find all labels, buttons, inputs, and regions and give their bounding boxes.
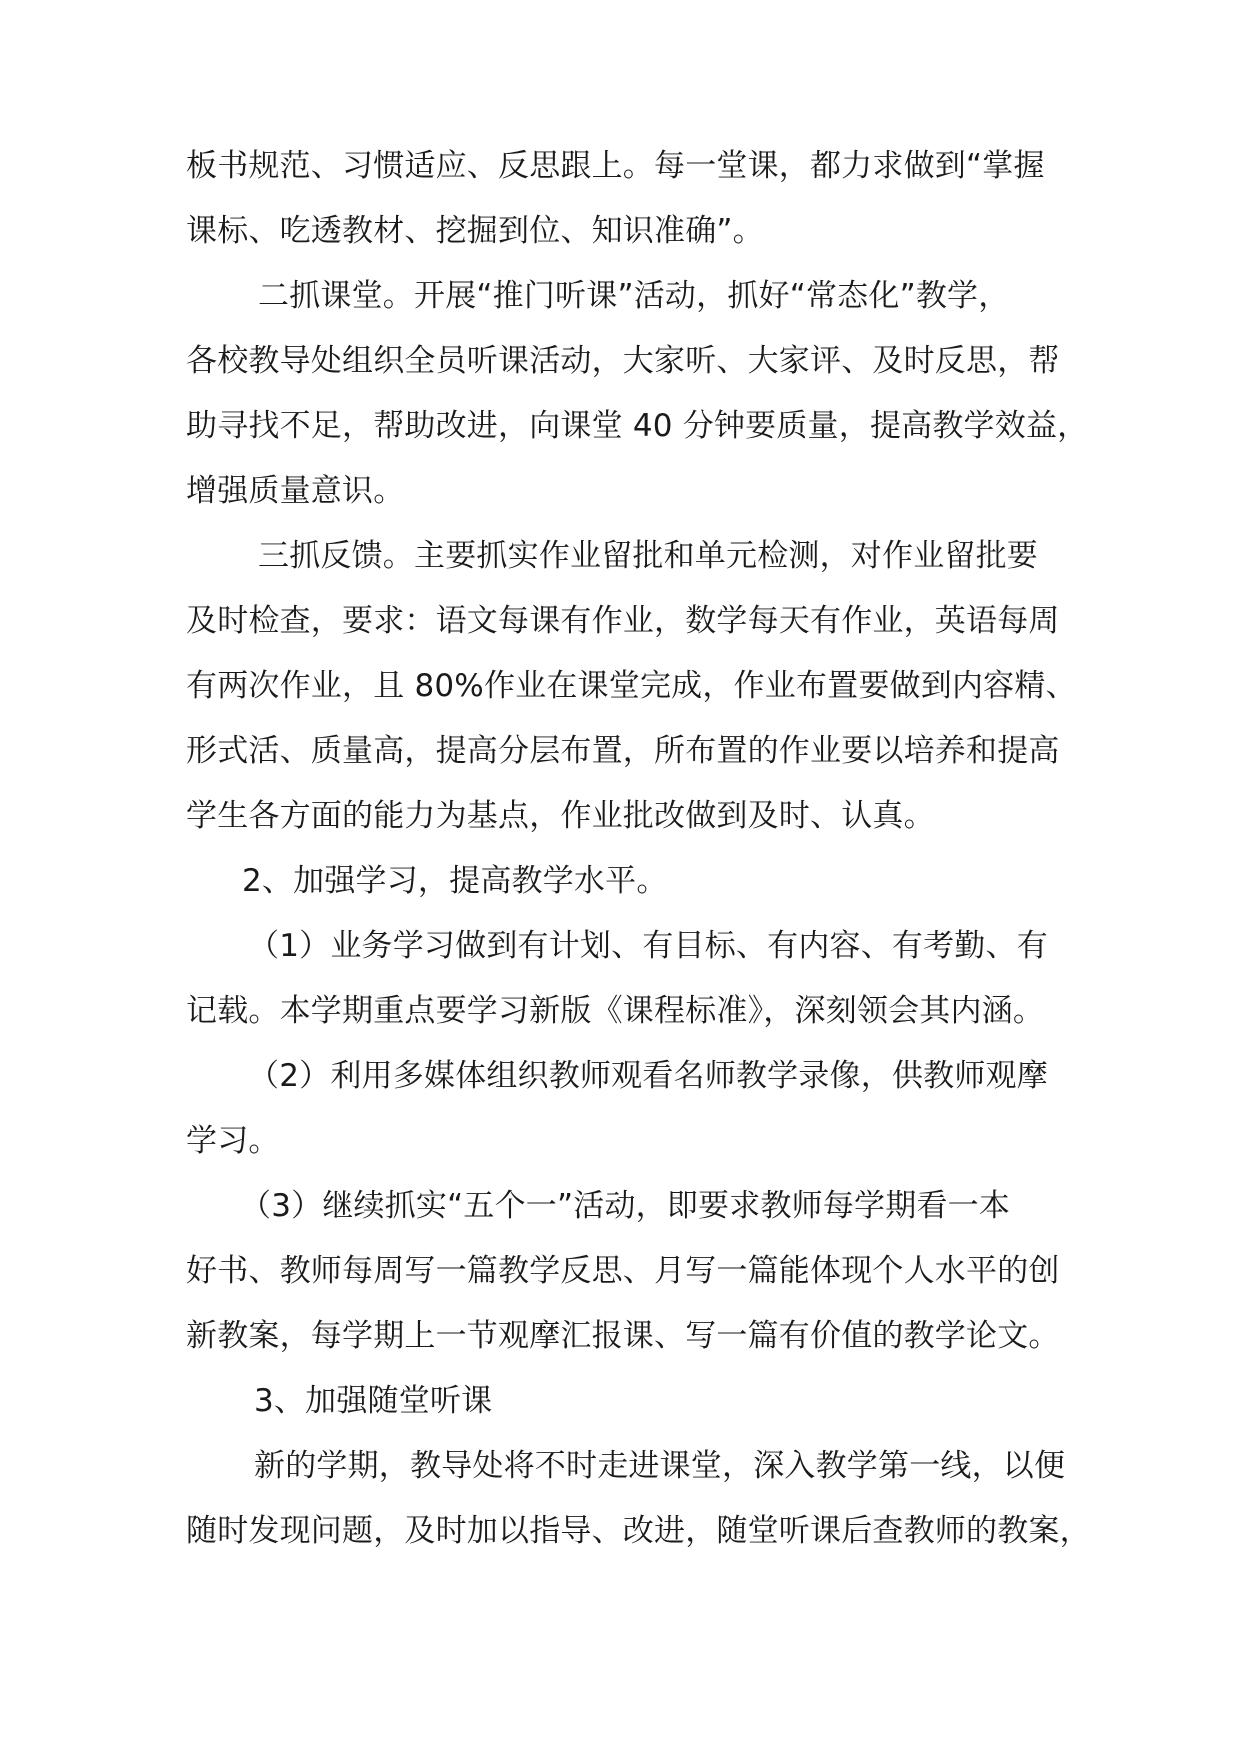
text-line: 新的学期，教导处将不时走进课堂，深入教学第一线，以便 <box>254 1448 1066 1484</box>
text-line: 各校教导处组织全员听课活动，大家听、大家评、及时反思，帮 <box>186 343 1060 379</box>
text-line: 好书、教师每周写一篇教学反思、月写一篇能体现个人水平的创 <box>186 1253 1060 1289</box>
text-line: （3）继续抓实“五个一”活动，即要求教师每学期看一本 <box>240 1188 1011 1224</box>
text-line: 二抓课堂。开展“推门听课”活动，抓好“常态化”教学， <box>258 278 1010 314</box>
text-line: 形式活、质量高，提高分层布置，所布置的作业要以培养和提高 <box>186 733 1060 769</box>
text-line: （1）业务学习做到有计划、有目标、有内容、有考勤、有 <box>248 928 1048 964</box>
text-line: 助寻找不足，帮助改进，向课堂 40 分钟要质量，提高教学效益， <box>186 408 1089 444</box>
text-line: （2）利用多媒体组织教师观看名师教学录像，供教师观摩 <box>248 1058 1048 1094</box>
text-line: 有两次作业，且 80%作业在课堂完成，作业布置要做到内容精、 <box>186 668 1077 704</box>
text-line: 三抓反馈。主要抓实作业留批和单元检测，对作业留批要 <box>258 538 1038 574</box>
text-line: 板书规范、习惯适应、反思跟上。每一堂课，都力求做到“掌握 <box>186 148 1045 184</box>
text-line: 2、加强学习，提高教学水平。 <box>242 863 668 899</box>
text-line: 3、加强随堂听课 <box>254 1383 493 1419</box>
text-line: 学习。 <box>186 1123 280 1159</box>
text-line: 随时发现问题，及时加以指导、改进，随堂听课后查教师的教案， <box>186 1513 1091 1549</box>
text-line: 课标、吃透教材、挖掘到位、知识准确”。 <box>186 213 764 249</box>
text-line: 新教案，每学期上一节观摩汇报课、写一篇有价值的教学论文。 <box>186 1318 1060 1354</box>
text-line: 及时检查，要求：语文每课有作业，数学每天有作业，英语每周 <box>186 603 1060 639</box>
text-line: 学生各方面的能力为基点，作业批改做到及时、认真。 <box>186 798 935 834</box>
text-line: 记载。本学期重点要学习新版《课程标准》，深刻领会其内涵。 <box>186 993 1045 1029</box>
text-line: 增强质量意识。 <box>186 473 405 509</box>
